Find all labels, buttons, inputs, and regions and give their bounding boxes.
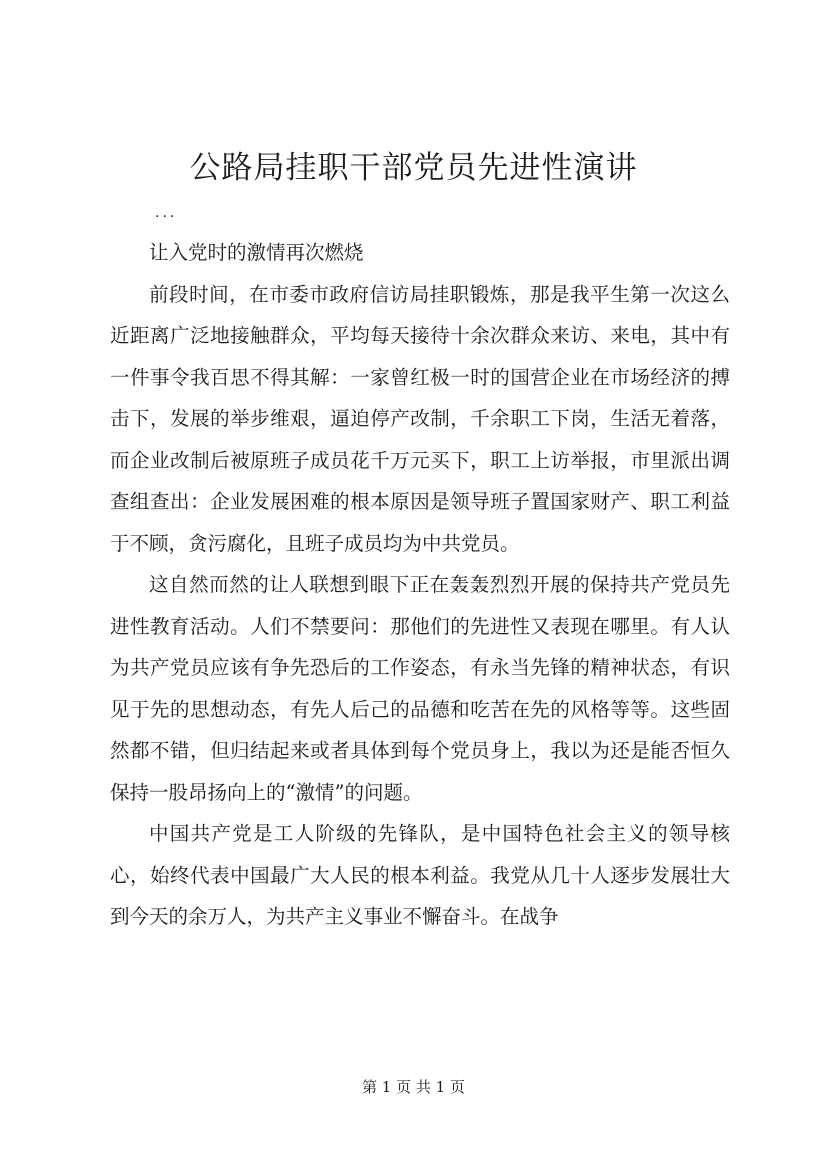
body-paragraph-3: 中国共产党是工人阶级的先锋队，是中国特色社会主义的领导核心，始终代表中国最广大人民的根本利益。我党从几十人逐步发展壮大到今天的余万人，为共产主义事业不懈奋斗。在战争	[110, 822, 730, 928]
body-paragraph-1: 前段时间，在市委市政府信访局挂职锻炼，那是我平生第一次这么近距离广泛地接触群众，平均每天接待十余次群众来访、来电，其中有一件事令我百思不得其解：一家曾红极一时的国营企业在市场经济的搏击下，发展的举步维艰，逼迫停产改制，千余职工下岗，生活无着落，而企业改制后被原班子成员花千万元买下，职工上访举报，市里派出调查组查出：企业发展困难的根本原因是领导班子置国家财产、职工利益于不顾，贪污腐化，且班子成员均为中共党员。	[110, 282, 730, 555]
page-number-footer: 第 1 页 共 1 页	[362, 1078, 465, 1096]
document-body	[110, 232, 730, 938]
subtitle-paragraph: 让入党时的激情再次燃烧	[149, 241, 364, 264]
body-paragraph-2: 这自然而然的让人联想到眼下正在轰轰烈烈开展的保持共产党员先进性教育活动。人们不禁要问：那他们的先进性又表现在哪里。有人认为共产党员应该有争先恐后的工作姿态，有永当先锋的精神状态，有识见于先的思想动态，有先人后己的品德和吃苦在先的风格等等。这些固然都不错，但归结起来或者具体到每个党员身上，我以为还是能否恒久保持一股昂扬向上的“激情”的问题。	[110, 573, 730, 804]
ellipsis-text: ...	[155, 205, 178, 221]
document-title: 公路局挂职干部党员先进性演讲	[189, 150, 638, 186]
